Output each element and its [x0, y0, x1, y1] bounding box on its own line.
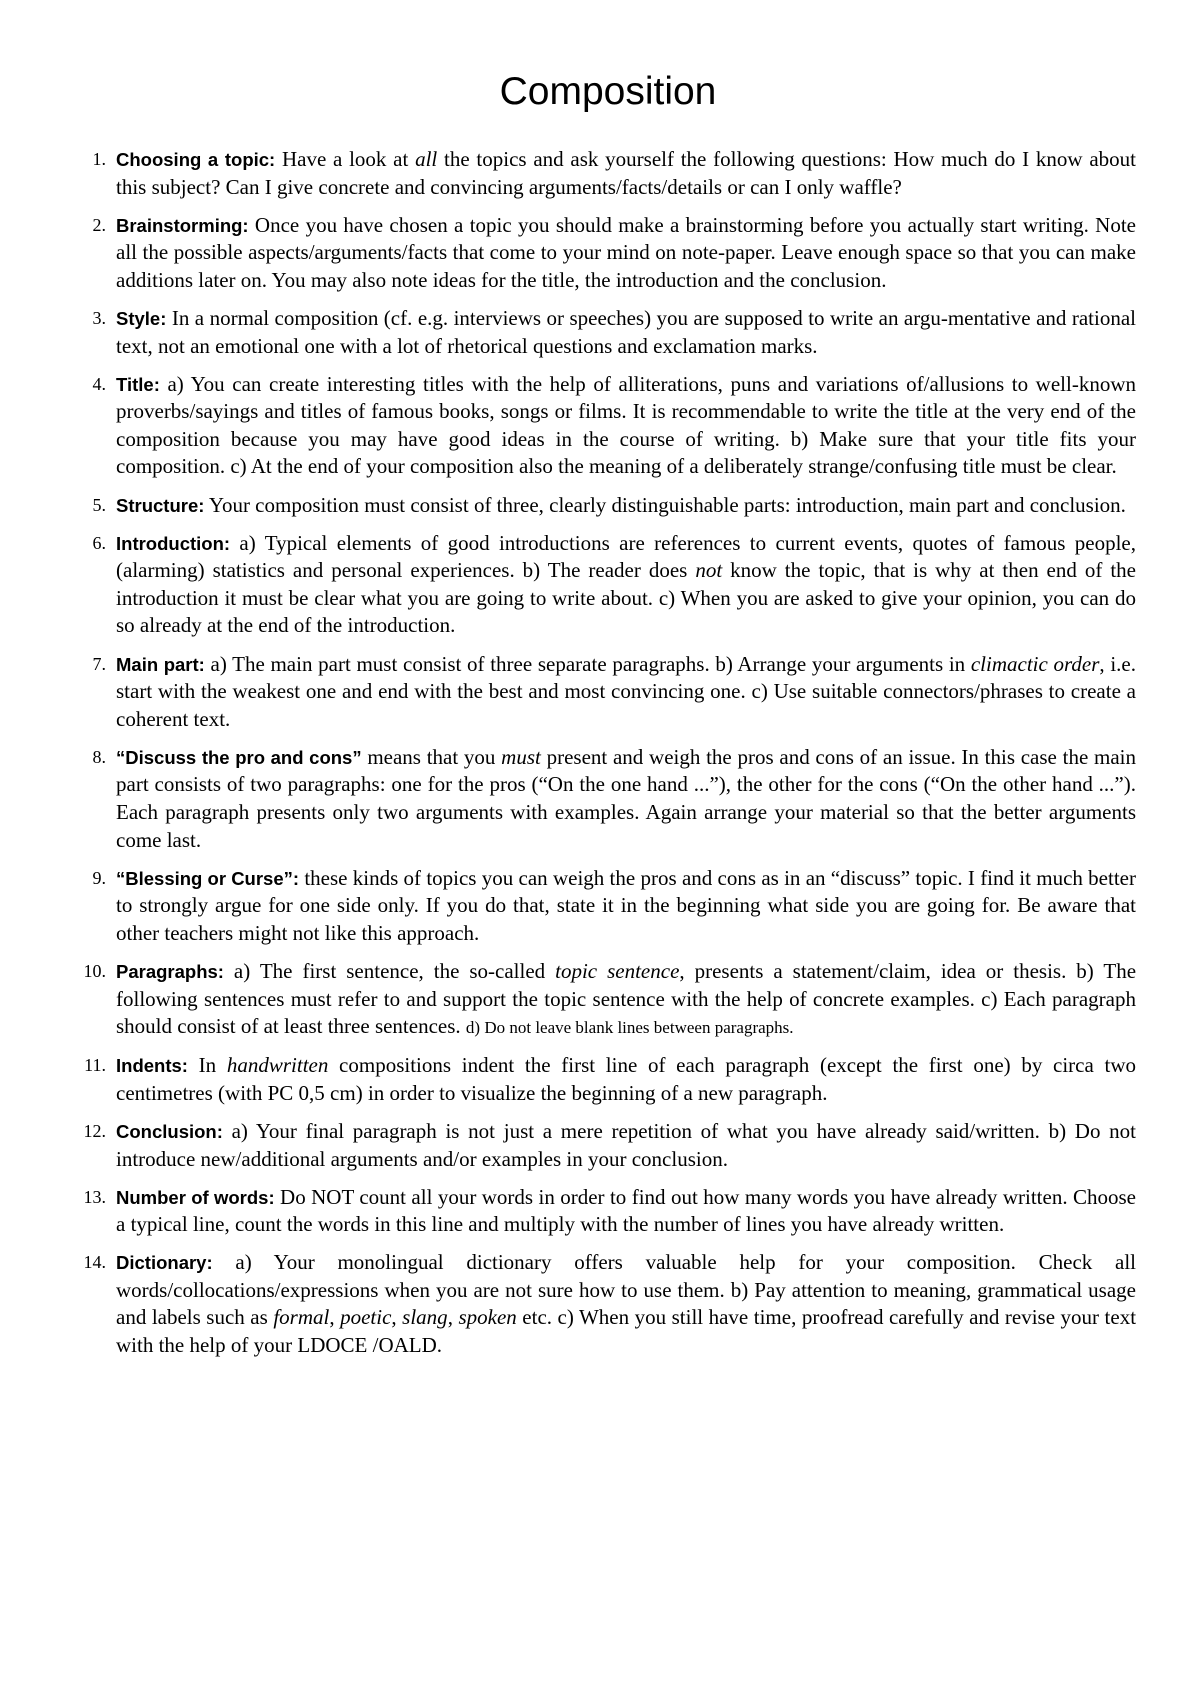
- emphasized-text: formal: [273, 1305, 330, 1330]
- item-text: know the topic, that is why at then end of the introduction it must be clear what you are going to write about. c) When you are asked to give your opinion, you can do so already at the end of the introduction.: [116, 558, 1136, 638]
- item-text: , i.e. start with the weakest one and end with the best and most convincing one. c) Use suitable connectors/phrases to create a coherent text.: [116, 651, 1136, 731]
- list-item: [80, 146, 1136, 201]
- item-heading: Conclusion:: [116, 1120, 223, 1142]
- item-number: 4.: [92, 373, 106, 394]
- item-text: a) Your final paragraph is not just a mere repetition of what you have already said/written. b) Do not introduce new/additional arguments and/or examples in your conclusion.: [116, 1118, 1136, 1171]
- item-text: ,: [447, 1305, 459, 1330]
- item-number: 3.: [92, 307, 106, 328]
- emphasized-text: poetic: [340, 1305, 392, 1330]
- list-item: [80, 744, 1136, 854]
- emphasized-text: spoken: [458, 1305, 517, 1330]
- item-text: In a normal composition (cf. e.g. interviews or speeches) you are supposed to write an argu-mentative and rational text, not an emotional one with a lot of rhetorical questions and exclamation marks.: [116, 305, 1136, 358]
- list-item: [80, 651, 1136, 734]
- item-number: 6.: [92, 532, 106, 553]
- item-number: 11.: [84, 1055, 106, 1076]
- item-heading: Number of words:: [116, 1186, 275, 1208]
- list-item: [80, 305, 1136, 360]
- item-number: 12.: [83, 1120, 106, 1141]
- item-number: 8.: [92, 746, 106, 767]
- list-item: [80, 958, 1136, 1042]
- item-text: these kinds of topics you can weigh the pros and cons as in an “discuss” topic. I find it much better to strongly argue for one side only. If you do that, state it in the beginning what side you are going for. Be aware that other teachers might not like this approach.: [116, 865, 1136, 945]
- list-item: [80, 1249, 1136, 1359]
- list-item: [80, 492, 1136, 520]
- list-item: [80, 1052, 1136, 1107]
- item-text: Do NOT count all your words in order to find out how many words you have already written. Choose a typical line, count the words in this line and multiply with the number of lines you have already written.: [116, 1184, 1136, 1237]
- emphasized-text: handwritten: [226, 1053, 329, 1078]
- emphasized-text: not: [695, 558, 723, 583]
- item-text: a) You can create interesting titles with the help of alliterations, puns and variations of/allusions to well-known proverbs/sayings and titles of famous books, songs or films. It is recommendable to write the title at the very end of the composition because you may have good ideas in the course of writing. b) Make sure that your title fits your composition. c) At the end of your composition also the meaning of a deliberately strange/confusing title must be clear.: [116, 371, 1136, 479]
- item-number: 2.: [92, 214, 106, 235]
- item-heading: “Blessing or Curse”:: [116, 867, 300, 889]
- item-text: a) Typical elements of good introductions are references to current events, quotes of famous people, (alarming) statistics and personal experiences. b) The reader does: [116, 530, 1136, 583]
- item-text: , presents a statement/claim, idea or thesis. b) The following sentences must refer to and support the topic sentence with the help of concrete examples. c) Each paragraph should consist of at least three sentences.: [116, 958, 1137, 1039]
- item-heading: Paragraphs:: [116, 960, 224, 982]
- item-number: 13.: [83, 1186, 106, 1207]
- item-number: 9.: [92, 867, 106, 888]
- list-item: [80, 371, 1136, 481]
- list-item: [80, 1118, 1136, 1173]
- item-heading: Dictionary:: [116, 1252, 213, 1274]
- item-heading: Choosing a topic:: [116, 149, 276, 170]
- item-text: Once you have chosen a topic you should make a brainstorming before you actually start writing. Note all the possible aspects/arguments/facts that come to your mind on note-paper. Leave enough space so that you can make additions later on. You may also note ideas for the title, the introduction and the conclusion.: [116, 212, 1136, 292]
- item-text: means that you: [361, 744, 502, 769]
- item-text: the topics and ask yourself the following questions: How much do I know about this subject? Can I give concrete and convincing arguments/facts/details or can I only waffle?: [116, 147, 1136, 199]
- list-item: [80, 212, 1136, 295]
- item-number: 7.: [92, 653, 106, 674]
- page-title: Composition: [499, 70, 717, 113]
- item-heading: Main part:: [116, 653, 205, 675]
- instruction-list: [80, 146, 1136, 1360]
- emphasized-text: climactic order: [970, 651, 1100, 676]
- emphasized-text: all: [415, 147, 438, 171]
- item-heading: Brainstorming:: [116, 214, 249, 236]
- list-item: [80, 1184, 1136, 1239]
- item-text: d) Do not leave blank lines between paragraphs.: [465, 1018, 794, 1038]
- item-text: a) The main part must consist of three separate paragraphs. b) Arrange your arguments in: [204, 651, 971, 676]
- item-heading: Structure:: [116, 494, 205, 516]
- item-heading: Introduction:: [116, 532, 231, 554]
- item-number: 1.: [92, 149, 106, 169]
- item-text: ,: [391, 1305, 403, 1330]
- item-number: 10.: [83, 960, 106, 981]
- item-text: present and weigh the pros and cons of an issue. In this case the main part consists of two paragraphs: one for the pros (“On the one hand ...”), the other for the cons (“On the other hand ...”). Each paragraph presents only two arguments with examples. Again arrange your material so that the better arguments come last.: [116, 744, 1136, 852]
- item-text: a) The first sentence, the so-called: [223, 958, 556, 983]
- emphasized-text: slang: [402, 1305, 448, 1330]
- item-text: Your composition must consist of three, clearly distinguishable parts: introduction, main part and conclusion.: [204, 492, 1126, 517]
- item-text: Have a look at: [275, 147, 416, 171]
- item-text: etc. c) When you still have time, proofread carefully and revise your text with the help of your LDOCE /OALD.: [116, 1305, 1137, 1358]
- item-text: compositions indent the first line of each paragraph (except the first one) by circa two centimetres (with PC 0,5 cm) in order to visualize the beginning of a new paragraph.: [116, 1053, 1137, 1105]
- item-number: 5.: [92, 494, 106, 515]
- item-text: In: [187, 1053, 227, 1078]
- item-heading: Indents:: [116, 1055, 188, 1077]
- item-number: 14.: [83, 1252, 106, 1273]
- emphasized-text: topic sentence: [555, 958, 680, 983]
- item-heading: “Discuss the pro and cons”: [116, 746, 362, 768]
- item-text: a) Your monolingual dictionary offers valuable help for your composition. Check all words/collocations/expressions when you are not sure how to use them. b) Pay attention to meaning, grammatical usage and labels such as: [116, 1250, 1136, 1330]
- list-item: [80, 530, 1136, 640]
- emphasized-text: must: [501, 744, 541, 769]
- item-text: ,: [329, 1305, 341, 1330]
- item-heading: Style:: [116, 307, 167, 329]
- list-item: [80, 865, 1136, 948]
- item-heading: Title:: [116, 373, 160, 395]
